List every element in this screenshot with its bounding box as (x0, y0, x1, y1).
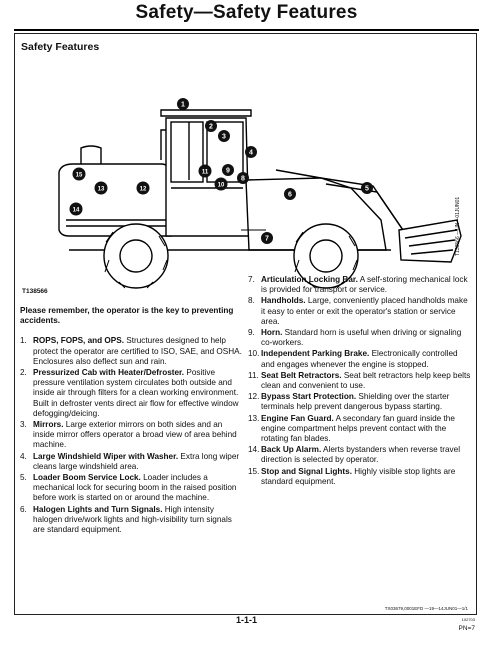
pn-label: PN=7 (458, 625, 475, 632)
callout-2-label: 2 (209, 123, 213, 131)
content-frame (14, 33, 477, 615)
list-item: 8. Handholds. Large, conveniently placed handholds make it easy to enter or exit the operator's station or service area. (248, 296, 468, 326)
document-id: TX03679,0001EFD —19—14JUN01—1/1 (384, 606, 468, 611)
callout-13-label: 13 (97, 186, 105, 193)
intro-text: Please remember, the operator is the key to preventing accidents. (20, 306, 234, 326)
list-item: 5. Loader Boom Service Lock. Loader includes a mechanical lock for securing boom in the raised position before work is started on or around the machine. (20, 473, 237, 503)
section-heading: Safety Features (21, 41, 100, 53)
callout-12-label: 12 (139, 186, 147, 193)
callout-1-label: 1 (181, 101, 185, 109)
page-title: Safety—Safety Features (135, 2, 358, 23)
list-item: 12. Bypass Start Protection. Shielding over the starter terminals help prevent dangerous bypass starting. (248, 392, 450, 412)
callout-8-label: 8 (241, 175, 245, 183)
callout-9-label: 9 (226, 167, 230, 175)
callout-7-label: 7 (265, 235, 269, 243)
list-item: 15. Stop and Signal Lights. Highly visible stop lights are standard equipment. (248, 466, 456, 486)
list-item: 4. Large Windshield Wiper with Washer. Extra long wiper cleans large windshield area. (20, 451, 240, 471)
loader-illustration (21, 60, 471, 296)
callout-5-label: 5 (365, 185, 369, 193)
list-item: 2. Pressurized Cab with Heater/Defroster. Positive pressure ventilation system circulates both outside and inside air through filters for a clean working environment. Built in defroster vents direct air flow for effective window defogging/deicing. (20, 368, 239, 418)
page-number: 1-1-1 (235, 615, 257, 625)
features-list-left (20, 336, 245, 535)
list-item: 9. Horn. Standard horn is useful when driving or signaling co-workers. (248, 328, 462, 348)
left-column (20, 306, 245, 536)
figure-id: T138566 (22, 288, 48, 295)
list-item: 11. Seat Belt Retractors. Seat belt retractors help keep belts clean and convenient to use. (248, 370, 471, 391)
list-item: 1. ROPS, FOPS, and OPS. Structures designed to help protect the operator are certified to ISO, SAE, and OSHA. Enclosures also deflect sun and rain. (20, 336, 242, 366)
list-item: 14. Back Up Alarm. Alerts bystanders when reverse travel direction is selected by operator. (248, 445, 461, 465)
list-item: 13. Engine Fan Guard. A secondary fan guard inside the engine compartment helps prevent contact with the rotating fan blades. (248, 413, 455, 444)
callout-3-label: 3 (222, 133, 226, 141)
callout-6-label: 6 (288, 191, 292, 199)
callout-10-label: 10 (217, 182, 225, 189)
list-item: 6. Halogen Lights and Turn Signals. High intensity halogen drive/work lights and high-visibility turn signals are standard equipment. (20, 504, 232, 535)
stamp-code: 102703 (461, 617, 475, 622)
callout-4-label: 4 (249, 149, 253, 157)
list-item: 10. Independent Parking Brake. Electronically controlled and engages whenever the engine is stopped. (248, 349, 458, 369)
callout-15-label: 15 (75, 172, 83, 179)
figure-ref: T138566 —UN—01JUN01 (455, 196, 461, 256)
list-item: 7. Articulation Locking Bar. A self-storing mechanical lock is provided for transport or service. (248, 275, 468, 295)
features-list-right (248, 275, 473, 487)
list-item: 3. Mirrors. Large exterior mirrors on both sides and an inside mirror offers operator a broad view of area behind machine. (20, 420, 237, 450)
callout-11-label: 11 (201, 169, 209, 176)
callout-14-label: 14 (72, 207, 80, 214)
title-rule (14, 29, 479, 31)
right-column (248, 275, 473, 488)
